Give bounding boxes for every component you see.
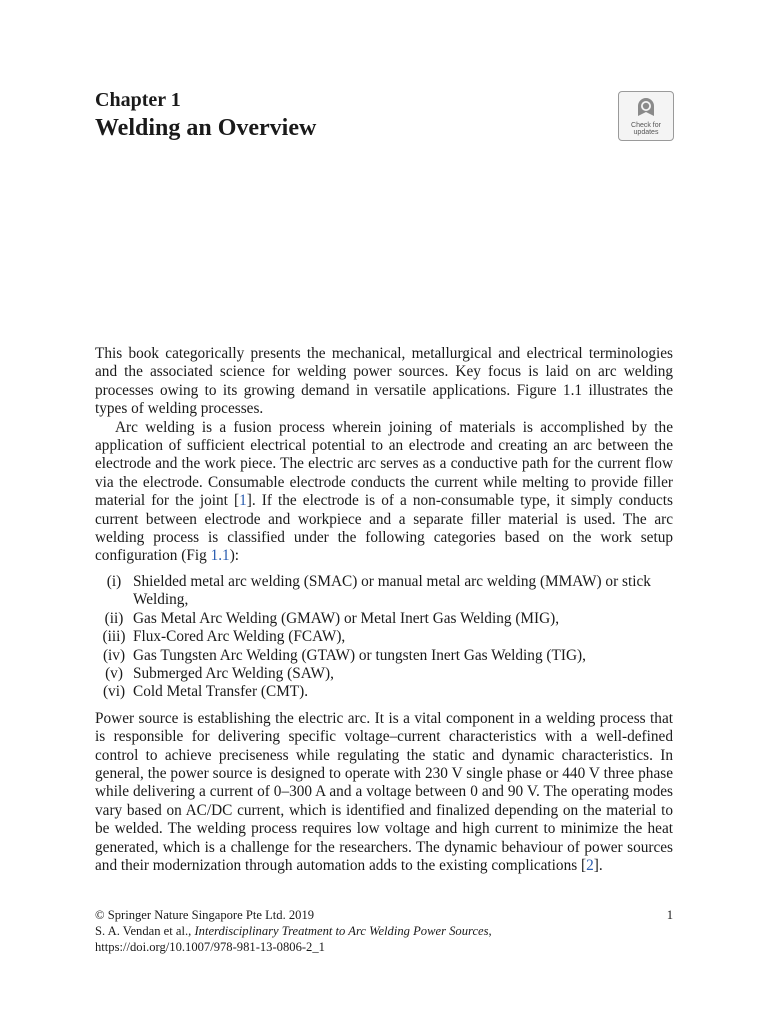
chapter-title: Welding an Overview	[95, 115, 317, 141]
chapter-label: Chapter 1	[95, 89, 181, 111]
list-item-number: (v)	[105, 664, 123, 682]
paragraph-3-part-a: Power source is establishing the electric arc. It is a vital component in a welding process that is responsible for delivering specific voltage–current characteristics with a well-defined control to achieve preciseness while regulating the static and dynamic characteristics. In general, the power source is designed to operate with 230 V single phase or 440 V three phase while delivering a current of 0–300 A and a voltage between 0 and 90 V. The operating modes vary based on AC/DC current, which is identified and finalized depending on the material to be welded. The welding process requires low voltage and high current to minimize the heat generated, which is a challenge for the researchers. The dynamic behaviour of power sources and their modernization through automation adds to the existing complications [	[95, 709, 673, 874]
citation-line	[95, 923, 673, 939]
paragraph-3	[95, 710, 673, 876]
list-item-text: Shielded metal arc welding (SMAC) or manual metal arc welding (MMAW) or stick Welding,	[133, 572, 651, 609]
paragraph-3-part-b: ].	[593, 856, 603, 874]
list-item	[95, 610, 673, 628]
badge-line-2: updates	[633, 129, 659, 136]
list-item-number: (i)	[106, 572, 122, 590]
citation-punctuation: ,	[488, 924, 492, 938]
list-item-text: Cold Metal Transfer (CMT).	[133, 683, 309, 701]
list-item	[95, 647, 673, 665]
paragraph-2-part-a: Arc welding is a fusion process wherein joining of materials is accomplished by the application of sufficient electrical potential to an electrode and creating an arc between the electrode and the work piece. The electric arc serves as a conductive path for the current flow via the electrode. Consumable electrode conducts the current while melting to provide filler material for the joint [	[95, 418, 673, 510]
body-text	[95, 345, 673, 875]
book-title: Interdisciplinary Treatment to Arc Welding Power Sources	[194, 924, 489, 938]
doi-link[interactable]: https://doi.org/10.1007/978-981-13-0806-2_1	[95, 940, 325, 954]
list-item-text: Gas Tungsten Arc Welding (GTAW) or tungsten Inert Gas Welding (TIG),	[133, 646, 586, 664]
paragraph-2-part-c: ):	[229, 547, 240, 565]
list-item	[95, 628, 673, 646]
copyright-notice: © Springer Nature Singapore Pte Ltd. 2019	[95, 908, 315, 922]
paragraph-2-part-b: ]. If the electrode is of a non-consumable type, it simply conducts current between electrode and workpiece and a separate filler material is used. The arc welding process is classified under the following categories based on the work setup configuration (Fig	[95, 492, 673, 565]
page-number: 1	[666, 908, 673, 922]
welding-process-list	[95, 573, 673, 702]
list-item-number: (ii)	[104, 609, 124, 627]
badge-line-1: Check for	[631, 122, 661, 129]
check-for-updates-icon	[634, 96, 658, 122]
paragraph-1: This book categorically presents the mechanical, metallurgical and electrical terminologies and the associated science for welding power sources. Key focus is laid on arc welding processes owing to its growing demand in versatile applications. Figure 1.1 illustrates the types of welding processes.	[95, 345, 673, 418]
reference-link-2[interactable]: 2	[586, 856, 594, 874]
paragraph-2	[95, 419, 673, 566]
list-item-text: Flux-Cored Arc Welding (FCAW),	[133, 628, 346, 646]
citation-authors: S. A. Vendan et al.,	[95, 924, 195, 938]
list-item-text: Submerged Arc Welding (SAW),	[133, 664, 334, 682]
list-item-text: Gas Metal Arc Welding (GMAW) or Metal Inert Gas Welding (MIG),	[133, 609, 560, 627]
list-item-number: (iv)	[102, 646, 126, 664]
list-item-number: (vi)	[102, 683, 126, 701]
check-for-updates-badge[interactable]	[618, 91, 674, 141]
reference-link-1[interactable]: 1	[239, 492, 247, 510]
list-item	[95, 573, 673, 610]
list-item-number: (iii)	[102, 628, 126, 646]
figure-link-1-1[interactable]: 1.1	[210, 547, 230, 565]
page-footer	[95, 907, 673, 955]
list-item	[95, 665, 673, 683]
list-item	[95, 683, 673, 701]
